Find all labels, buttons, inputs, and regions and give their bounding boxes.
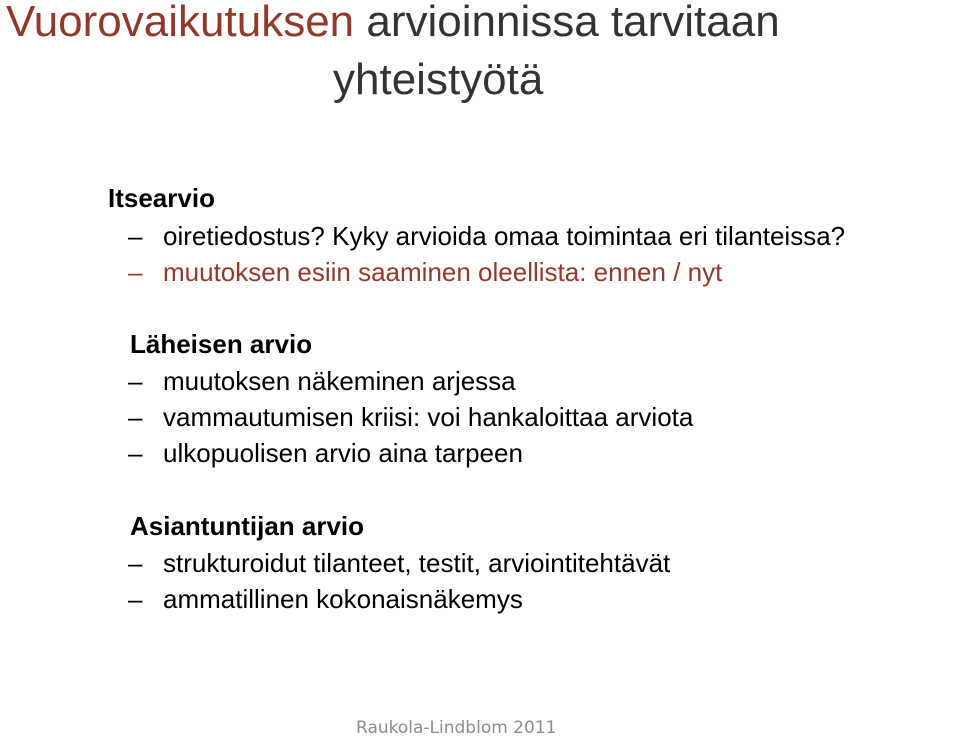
bullet-dash: –: [128, 257, 143, 287]
bullet-item: [128, 402, 948, 432]
bullet-item: [128, 257, 948, 287]
section-heading-laheisen-arvio: Läheisen arvio: [130, 329, 313, 359]
bullet-dash: –: [128, 548, 143, 578]
bullet-text: vammautumisen kriisi: voi hankaloittaa arviota: [163, 402, 694, 432]
bullet-dash: –: [128, 366, 143, 396]
bullet-text: muutoksen näkeminen arjessa: [163, 366, 516, 396]
section-heading-itsearvio: Itsearvio: [108, 183, 215, 213]
bullet-item: [128, 584, 948, 614]
bullet-dash: –: [128, 402, 143, 432]
bullet-text: muutoksen esiin saaminen oleellista: ennen / nyt: [163, 257, 723, 287]
title-line-2: yhteistyötä: [333, 55, 544, 104]
bullet-item: [128, 366, 948, 396]
bullet-dash: –: [128, 438, 143, 468]
title-accent-word: Vuorovaikutuksen: [6, 0, 355, 46]
bullet-dash: –: [128, 584, 143, 614]
bullet-text: ulkopuolisen arvio aina tarpeen: [163, 438, 523, 468]
bullet-item: [128, 438, 948, 468]
bullet-dash: –: [128, 221, 143, 251]
bullet-item: [128, 221, 948, 251]
title-rest: arvioinnissa tarvitaan: [354, 0, 780, 46]
bullet-item: [128, 548, 948, 578]
section-heading-asiantuntijan-arvio: Asiantuntijan arvio: [130, 511, 365, 541]
bullet-text: oiretiedostus? Kyky arvioida omaa toimintaa eri tilanteissa?: [163, 221, 846, 251]
bullet-text: strukturoidut tilanteet, testit, arviointitehtävät: [163, 548, 671, 578]
bullet-text: ammatillinen kokonaisnäkemys: [163, 584, 523, 614]
footer-credit: Raukola-Lindblom 2011: [356, 718, 557, 738]
